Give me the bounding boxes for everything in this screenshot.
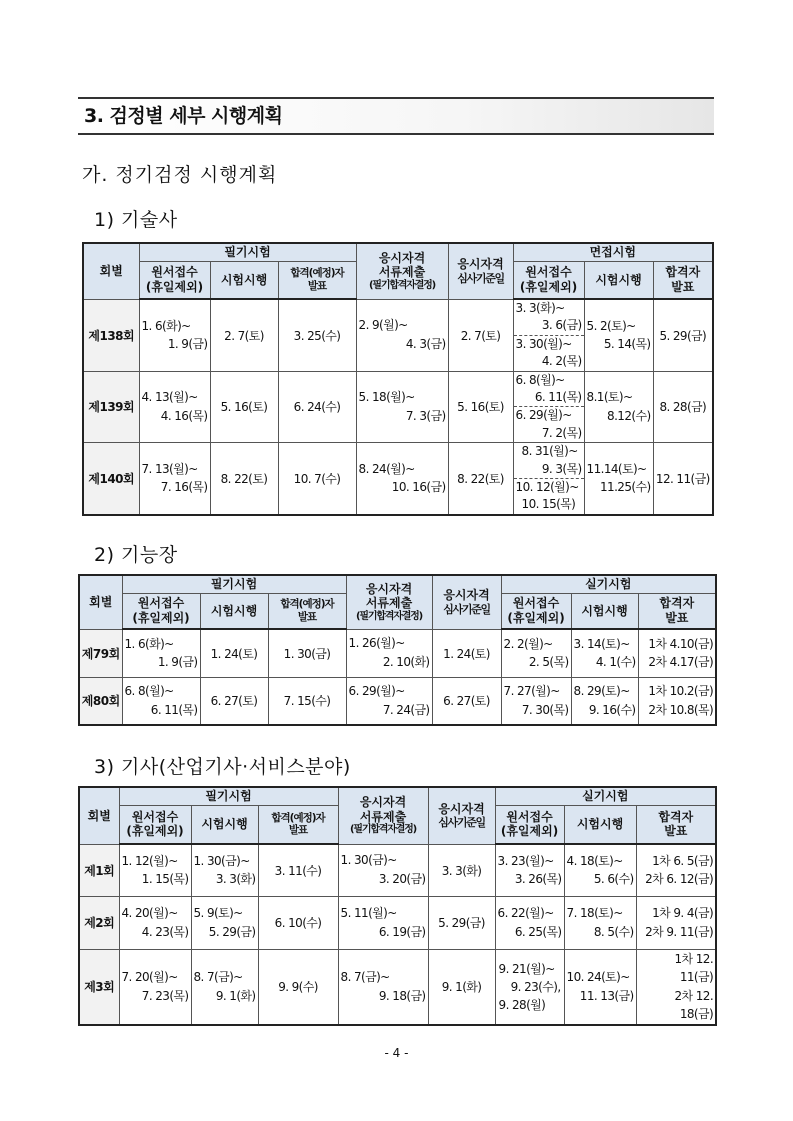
apply-period: 7. 13(월)~ 7. 16(목)	[139, 443, 210, 515]
header-exam: 시험시행	[200, 593, 268, 629]
practical-pass-dates: 1차 10.2(금) 2차 10.8(목)	[638, 677, 716, 725]
round-label: 제139회	[83, 371, 139, 443]
practical-exam-period: 10. 24(토)~ 11. 13(금)	[564, 949, 636, 1025]
pass-prelim-date: 1. 30(금)	[268, 629, 346, 677]
header-interview-apply: 원서접수 (휴일제외)	[513, 261, 584, 299]
header-written-exam: 필기시험	[139, 243, 356, 261]
apply-period: 1. 6(화)~ 1. 9(금)	[122, 629, 200, 677]
apply-period: 1. 6(화)~ 1. 9(금)	[139, 299, 210, 371]
pass-prelim-date: 3. 11(수)	[258, 844, 338, 896]
round-label: 제79회	[79, 629, 122, 677]
apply-period: 7. 20(월)~ 7. 23(목)	[119, 949, 191, 1025]
criteria-date: 6. 27(토)	[432, 677, 501, 725]
header-written-exam: 필기시험	[119, 787, 338, 805]
apply-period: 4. 13(월)~ 4. 16(목)	[139, 371, 210, 443]
interview-apply-period: 6. 8(월)~ 6. 11(목) 6. 29(월)~ 7. 2(목)	[513, 371, 584, 443]
apply-period: 1. 12(월)~ 1. 15(목)	[119, 844, 191, 896]
interview-pass-date: 5. 29(금)	[653, 299, 713, 371]
docs-period: 8. 24(월)~ 10. 16(금)	[356, 443, 448, 515]
criteria-date: 1. 24(토)	[432, 629, 501, 677]
round-label: 제3회	[79, 949, 119, 1025]
header-written-exam: 필기시험	[122, 575, 346, 593]
practical-exam-period: 4. 18(토)~ 5. 6(수)	[564, 844, 636, 896]
header-practical-exam-date: 시험시행	[571, 593, 638, 629]
criteria-date: 8. 22(토)	[448, 443, 513, 515]
pass-prelim-date: 6. 24(수)	[278, 371, 356, 443]
docs-period: 5. 11(월)~ 6. 19(금)	[338, 896, 428, 949]
header-practical-exam-date: 시험시행	[564, 805, 636, 844]
header-practical-exam: 실기시험	[495, 787, 716, 805]
page-number: - 4 -	[384, 1046, 409, 1060]
exam-date: 8. 22(토)	[210, 443, 278, 515]
table-row	[79, 677, 716, 725]
pass-prelim-date: 3. 25(수)	[278, 299, 356, 371]
header-interview-pass: 합격자 발표	[653, 261, 713, 299]
docs-period: 5. 18(월)~ 7. 3(금)	[356, 371, 448, 443]
criteria-date: 9. 1(화)	[428, 949, 495, 1025]
exam-date: 6. 27(토)	[200, 677, 268, 725]
table-row	[79, 896, 716, 949]
table-title-master-craftsman: 2) 기능장	[94, 544, 178, 566]
table-row	[83, 299, 713, 371]
interview-apply-period: 3. 3(화)~ 3. 6(금) 3. 30(월)~ 4. 2(목)	[513, 299, 584, 371]
schedule-table-engineer	[78, 786, 717, 1026]
practical-apply-period: 7. 27(월)~ 7. 30(목)	[501, 677, 571, 725]
docs-period: 1. 30(금)~ 3. 20(금)	[338, 844, 428, 896]
table-title-professional-engineer: 1) 기술사	[94, 209, 178, 231]
exam-date: 5. 16(토)	[210, 371, 278, 443]
docs-period: 2. 9(월)~ 4. 3(금)	[356, 299, 448, 371]
header-docs: 응시자격 서류제출 (필기합격자결정)	[338, 787, 428, 844]
interview-exam-period: 11.14(토)~ 11.25(수)	[584, 443, 653, 515]
header-round: 회별	[79, 575, 122, 629]
practical-exam-period: 3. 14(토)~ 4. 1(수)	[571, 629, 638, 677]
header-practical-exam: 실기시험	[501, 575, 716, 593]
practical-pass-dates: 1차 4.10(금) 2차 4.17(금)	[638, 629, 716, 677]
header-practical-pass: 합격자 발표	[638, 593, 716, 629]
table-row	[79, 949, 716, 1025]
header-pass-prelim: 합격(예정)자 발표	[278, 261, 356, 299]
exam-date: 1. 24(토)	[200, 629, 268, 677]
header-apply: 원서접수 (휴일제외)	[119, 805, 191, 844]
practical-pass-dates: 1차 12. 11(금) 2차 12. 18(금)	[636, 949, 716, 1025]
practical-exam-period: 8. 29(토)~ 9. 16(수)	[571, 677, 638, 725]
header-interview-exam-date: 시험시행	[584, 261, 653, 299]
round-label: 제140회	[83, 443, 139, 515]
interview-exam-period: 5. 2(토)~ 5. 14(목)	[584, 299, 653, 371]
header-round: 회별	[79, 787, 119, 844]
header-practical-apply: 원서접수 (휴일제외)	[495, 805, 564, 844]
table-row	[83, 443, 713, 515]
schedule-table-master-craftsman	[78, 574, 717, 726]
header-criteria-date: 응시자격 심사기준일	[428, 787, 495, 844]
schedule-table-professional-engineer	[82, 242, 714, 516]
interview-pass-date: 8. 28(금)	[653, 371, 713, 443]
interview-apply-period: 8. 31(월)~ 9. 3(목) 10. 12(월)~ 10. 15(목)	[513, 443, 584, 515]
docs-period: 1. 26(월)~ 2. 10(화)	[346, 629, 432, 677]
header-apply: 원서접수 (휴일제외)	[139, 261, 210, 299]
practical-pass-dates: 1차 6. 5(금) 2차 6. 12(금)	[636, 844, 716, 896]
section-title: 3. 검정별 세부 시행계획	[78, 97, 714, 135]
practical-apply-period: 3. 23(월)~ 3. 26(목)	[495, 844, 564, 896]
exam-period: 5. 9(토)~ 5. 29(금)	[191, 896, 258, 949]
docs-period: 8. 7(금)~ 9. 18(금)	[338, 949, 428, 1025]
exam-period: 1. 30(금)~ 3. 3(화)	[191, 844, 258, 896]
header-docs: 응시자격 서류제출 (필기합격자결정)	[346, 575, 432, 629]
pass-prelim-date: 7. 15(수)	[268, 677, 346, 725]
header-docs: 응시자격 서류제출 (필기합격자결정)	[356, 243, 448, 299]
criteria-date: 3. 3(화)	[428, 844, 495, 896]
practical-pass-dates: 1차 9. 4(금) 2차 9. 11(금)	[636, 896, 716, 949]
apply-period: 6. 8(월)~ 6. 11(목)	[122, 677, 200, 725]
header-criteria-date: 응시자격 심사기준일	[448, 243, 513, 299]
table-row	[79, 844, 716, 896]
apply-period: 4. 20(월)~ 4. 23(목)	[119, 896, 191, 949]
header-practical-pass: 합격자 발표	[636, 805, 716, 844]
practical-exam-period: 7. 18(토)~ 8. 5(수)	[564, 896, 636, 949]
round-label: 제80회	[79, 677, 122, 725]
criteria-date: 2. 7(토)	[448, 299, 513, 371]
round-label: 제1회	[79, 844, 119, 896]
header-apply: 원서접수 (휴일제외)	[122, 593, 200, 629]
pass-prelim-date: 9. 9(수)	[258, 949, 338, 1025]
exam-date: 2. 7(토)	[210, 299, 278, 371]
criteria-date: 5. 16(토)	[448, 371, 513, 443]
practical-apply-period: 6. 22(월)~ 6. 25(목)	[495, 896, 564, 949]
pass-prelim-date: 6. 10(수)	[258, 896, 338, 949]
criteria-date: 5. 29(금)	[428, 896, 495, 949]
practical-apply-period: 2. 2(월)~ 2. 5(목)	[501, 629, 571, 677]
subsection-title: 가. 정기검정 시행계획	[82, 164, 278, 186]
header-exam: 시험시행	[191, 805, 258, 844]
header-exam: 시험시행	[210, 261, 278, 299]
round-label: 제2회	[79, 896, 119, 949]
header-pass-prelim: 합격(예정)자 발표	[258, 805, 338, 844]
table-title-engineer: 3) 기사(산업기사·서비스분야)	[94, 756, 351, 778]
header-practical-apply: 원서접수 (휴일제외)	[501, 593, 571, 629]
header-round: 회별	[83, 243, 139, 299]
header-interview-exam: 면접시험	[513, 243, 713, 261]
interview-exam-period: 8.1(토)~ 8.12(수)	[584, 371, 653, 443]
round-label: 제138회	[83, 299, 139, 371]
header-pass-prelim: 합격(예정)자 발표	[268, 593, 346, 629]
interview-pass-date: 12. 11(금)	[653, 443, 713, 515]
pass-prelim-date: 10. 7(수)	[278, 443, 356, 515]
header-criteria-date: 응시자격 심사기준일	[432, 575, 501, 629]
table-row	[83, 371, 713, 443]
table-row	[79, 629, 716, 677]
docs-period: 6. 29(월)~ 7. 24(금)	[346, 677, 432, 725]
exam-period: 8. 7(금)~ 9. 1(화)	[191, 949, 258, 1025]
practical-apply-period: 9. 21(월)~ 9. 23(수), 9. 28(월)	[495, 949, 564, 1025]
